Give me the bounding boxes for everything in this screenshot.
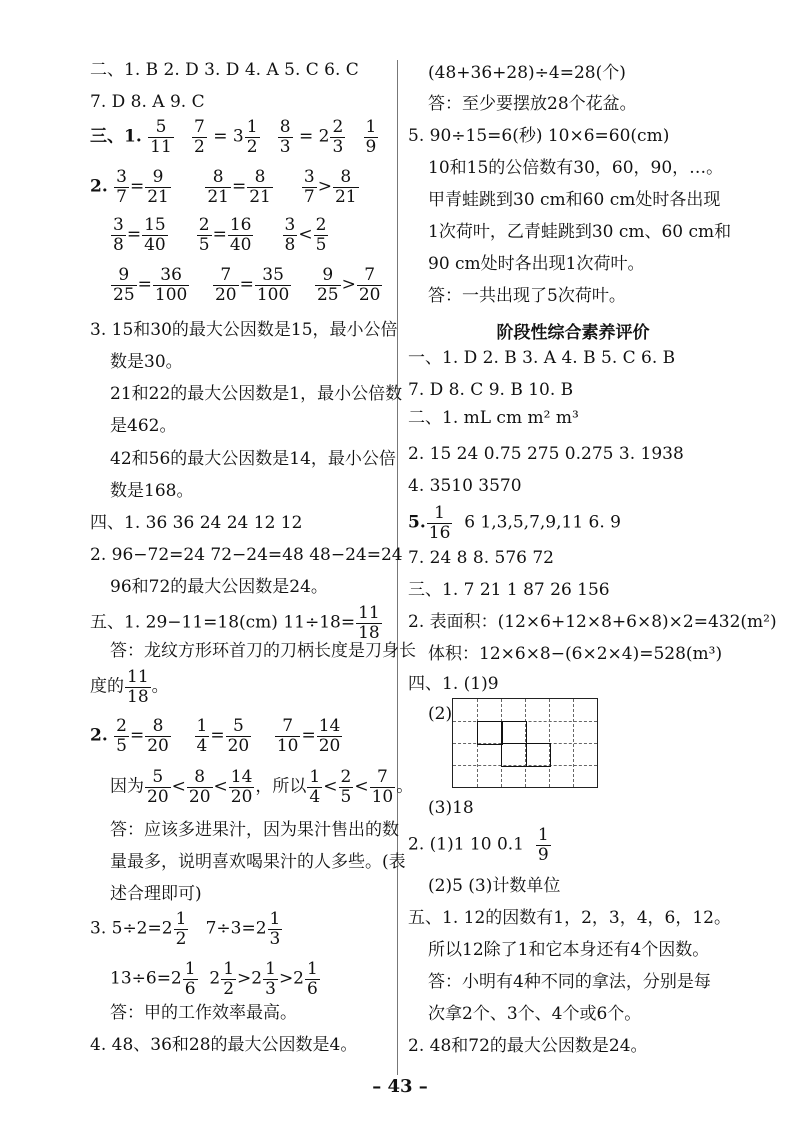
answer-line: 42和56的最大公因数是14，最小公倍 (110, 449, 396, 469)
answer-line: 体积：12×6×8−(6×2×4)=528(m³) (428, 644, 723, 664)
answer-line: 所以12除了1和它本身还有4个因数。 (428, 940, 710, 960)
answer-line: 述合理即可) (110, 884, 202, 904)
answer-line: 是462。 (110, 416, 177, 436)
column-divider (397, 60, 398, 1075)
section-title: 阶段性综合素养评价 (496, 323, 650, 343)
answer-text: ，所以 (255, 776, 307, 797)
answer-line: 一、1. D 2. B 3. A 4. B 5. C 6. B (408, 348, 676, 368)
answer-line: 二、1. B 2. D 3. D 4. A 5. C 6. C (90, 60, 359, 80)
answer-line: 2. 15 24 0.75 275 0.275 3. 1938 (408, 444, 684, 464)
answer-line: 数是30。 (110, 352, 183, 372)
fraction-line: 度的 $\frac{11}{18}$ 。 (90, 667, 169, 707)
answer-line: 90 cm处时各出现1次荷叶。 (428, 254, 645, 274)
answer-line: 2. 96−72=24 72−24=48 48−24=24 (90, 545, 403, 565)
answer-line: 7. D 8. C 9. B 10. B (408, 380, 574, 400)
answer-line: 甲青蛙跳到30 cm和60 cm处时各出现 (428, 190, 721, 210)
grid-figure (452, 698, 598, 788)
answer-line: 量最多，说明喜欢喝果汁的人多些。(表 (110, 852, 406, 872)
rectangle-outline (501, 721, 527, 767)
answer-line: 四、1. (1)9 (408, 674, 499, 694)
answer-line: 7. D 8. A 9. C (90, 92, 205, 112)
answer-line: 答：龙纹方形环首刀的刀柄长度是刀身长 (110, 641, 416, 661)
fraction-line: 五、1. 29−11=18(cm) 11÷18= $\frac{11}{18}$ (90, 603, 380, 643)
fraction-line: 3. 5÷2=2 $\frac{1}{2}$ 7÷3=2 $\frac{1}{3}$ (90, 909, 281, 949)
answer-line: 三、1. 7 21 1 87 26 156 (408, 580, 610, 600)
answer-line: (2) (428, 704, 453, 724)
answer-text: 2. (1)1 10 0.1 (408, 834, 524, 855)
answer-line: (2)5 (3)计数单位 (428, 876, 561, 896)
answer-line: 1次荷叶，乙青蛙跳到30 cm、60 cm和 (428, 222, 732, 242)
answer-line: 3. 15和30的最大公因数是15，最小公倍 (90, 320, 398, 340)
answer-line: 数是168。 (110, 481, 194, 501)
fraction-line: 2. (1)1 10 0.1 $\frac{1}{9}$ (408, 825, 549, 865)
answer-line: 2. 表面积：(12×6+12×8+6×8)×2=432(m²) (408, 612, 777, 632)
answer-line: 答：至少要摆放28个花盆。 (428, 94, 637, 114)
fraction-line: $\frac{9}{25}$ = $\frac{36}{100}$ $\frac{7}{20}$ = $\frac{35}{100}$ $\frac{9}{25}$ > $\frac{7}{20}$ (113, 265, 381, 305)
answer-line: 7. 24 8 8. 576 72 (408, 548, 554, 568)
answer-line: 4. 48、36和28的最大公因数是4。 (90, 1035, 358, 1055)
item-label: 2. (90, 176, 108, 197)
answer-line: 10和15的公倍数有30，60，90，…。 (428, 158, 724, 178)
answer-line: 四、1. 36 36 24 24 12 12 (90, 513, 303, 533)
answer-text: 因为 (110, 776, 144, 797)
answer-line: 2. 48和72的最大公因数是24。 (408, 1036, 648, 1056)
fraction-line: 2. $\frac{3}{7}$ = $\frac{9}{21}$ $\frac{8}{21}$ = $\frac{8}{21}$ $\frac{3}{7}$ > $\frac{8}{21}$ (90, 167, 357, 207)
equation-text: 13÷6=2 (110, 968, 182, 989)
answer-line: 次拿2个、3个、4个或6个。 (428, 1004, 642, 1024)
answer-line: 答：甲的工作效率最高。 (110, 1003, 297, 1023)
answer-text: 度的 (90, 676, 124, 697)
fraction-line: 2. $\frac{2}{5}$ = $\frac{8}{20}$ $\frac{1}{4}$ = $\frac{5}{20}$ $\frac{7}{10}$ = $\frac{14}{20}$ (90, 716, 341, 756)
equation-text: 五、1. 29−11=18(cm) 11÷18= (90, 612, 356, 633)
answer-line: 五、1. 12的因数有1，2，3，4，6，12。 (408, 908, 731, 928)
item-label: 5. (408, 512, 426, 533)
answer-line: 答：小明有4种不同的拿法，分别是每 (428, 972, 711, 992)
fraction-line: 13÷6=2 $\frac{1}{6}$ 2 $\frac{1}{2}$ >2 $\frac{1}{3}$ >2 $\frac{1}{6}$ (110, 959, 318, 999)
answer-line: (48+36+28)÷4=28(个) (428, 63, 626, 83)
answer-line: 答：一共出现了5次荷叶。 (428, 286, 626, 306)
fraction-line: 5. $\frac{1}{16}$ 6 1,3,5,7,9,11 6. 9 (408, 503, 621, 543)
equation-text: 3. 5÷2=2 (90, 918, 173, 939)
fraction-line: 三、1. $\frac{5}{11}$ $\frac{7}{2}$ = 3 $\frac{1}{2}$ $\frac{8}{3}$ = 2 $\frac{2}{3}$ $\frac{1}{9}$ (90, 117, 377, 157)
answer-line: 96和72的最大公因数是24。 (110, 577, 328, 597)
shaded-square (477, 721, 503, 745)
fraction-line: 因为 $\frac{5}{20}$ < $\frac{8}{20}$ < $\frac{14}{20}$ ，所以 $\frac{1}{4}$ < $\frac{2}{5}$ < $\frac{7}{10}$ 。 (110, 767, 414, 807)
page-number: – 43 – (372, 1076, 428, 1097)
answer-text: 6 1,3,5,7,9,11 6. 9 (464, 512, 621, 533)
answer-line: 答：应该多进果汁，因为果汁售出的数 (110, 820, 399, 840)
fraction-line: $\frac{3}{8}$ = $\frac{15}{40}$ $\frac{2}{5}$ = $\frac{16}{40}$ $\frac{3}{8}$ < $\frac{2}{5}$ (113, 215, 327, 255)
answer-line: 二、1. mL cm m² m³ (408, 408, 579, 428)
equation-text: 7÷3=2 (205, 918, 267, 939)
section-label: 三、1. (90, 126, 142, 147)
answer-line: 21和22的最大公因数是1，最小公倍数 (110, 384, 403, 404)
answer-line: (3)18 (428, 798, 474, 818)
answer-line: 5. 90÷15=6(秒) 10×6=60(cm) (408, 126, 670, 146)
answer-line: 4. 3510 3570 (408, 476, 522, 496)
